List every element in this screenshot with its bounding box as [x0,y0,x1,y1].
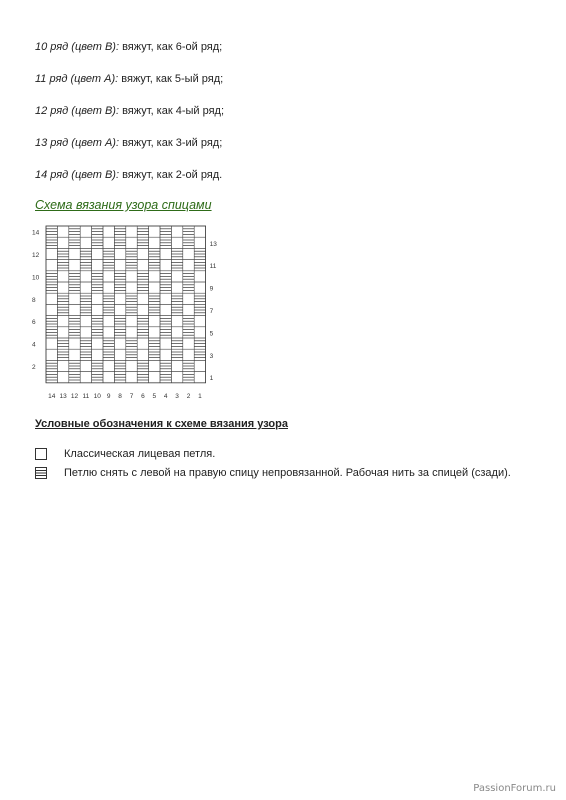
right-row-label: 5 [209,330,214,338]
column-label: 1 [198,392,202,400]
right-row-label: 9 [209,285,214,293]
column-label: 6 [141,392,145,400]
column-label: 11 [82,392,90,400]
column-label: 5 [152,392,157,400]
column-label: 3 [175,392,179,400]
column-label: 4 [163,392,168,400]
left-row-label: 14 [32,229,40,237]
legend-item-text: Петлю снять с левой на правую спицу непровязанной. Рабочая нить за спицей (сзади). [64,467,511,479]
column-label: 7 [129,392,134,400]
row-label: 10 ряд (цвет B): [35,41,120,53]
instruction-row [35,168,222,182]
row-label: 14 ряд (цвет B): [35,169,120,181]
left-row-label: 10 [32,274,40,282]
row-text: вяжут, как 3-ий ряд; [119,137,223,149]
legend-title: Условные обозначения к схеме вязания узора [35,418,288,430]
right-row-label: 7 [209,308,214,315]
instruction-row [35,104,224,118]
row-text: вяжут, как 5-ый ряд; [118,73,224,85]
column-label: 13 [59,392,67,400]
legend-item-text: Классическая лицевая петля. [64,448,216,460]
right-row-label: 13 [209,240,217,248]
column-label: 8 [118,392,122,400]
watermark: PassionForum.ru [473,783,556,794]
instruction-row [35,40,222,54]
right-row-label: 1 [209,375,214,383]
slip-stitch-icon [35,467,47,479]
row-label: 11 ряд (цвет A): [35,73,119,85]
column-label: 12 [70,392,79,400]
left-row-label: 6 [32,319,36,327]
right-row-label: 11 [209,263,217,271]
row-text: вяжут, как 6-ой ряд; [119,41,223,53]
column-label: 9 [106,392,111,400]
column-label: 14 [48,392,56,400]
row-label: 13 ряд (цвет A): [35,137,120,149]
left-row-label: 4 [32,341,36,349]
empty-square-icon [35,448,47,460]
row-text: вяжут, как 4-ый ряд; [119,105,225,117]
right-row-label: 3 [209,352,214,360]
knitting-chart [30,222,230,402]
column-label: 10 [93,392,101,400]
row-label: 12 ряд (цвет B): [35,105,120,117]
left-row-label: 2 [32,364,36,371]
left-row-label: 12 [32,252,40,259]
left-row-label: 8 [32,296,36,304]
instruction-row [35,72,223,86]
row-text: вяжут, как 2-ой ряд. [119,169,223,181]
column-label: 2 [186,392,191,400]
chart-section-title: Схема вязания узора спицами [35,198,212,212]
instruction-row [35,136,222,150]
